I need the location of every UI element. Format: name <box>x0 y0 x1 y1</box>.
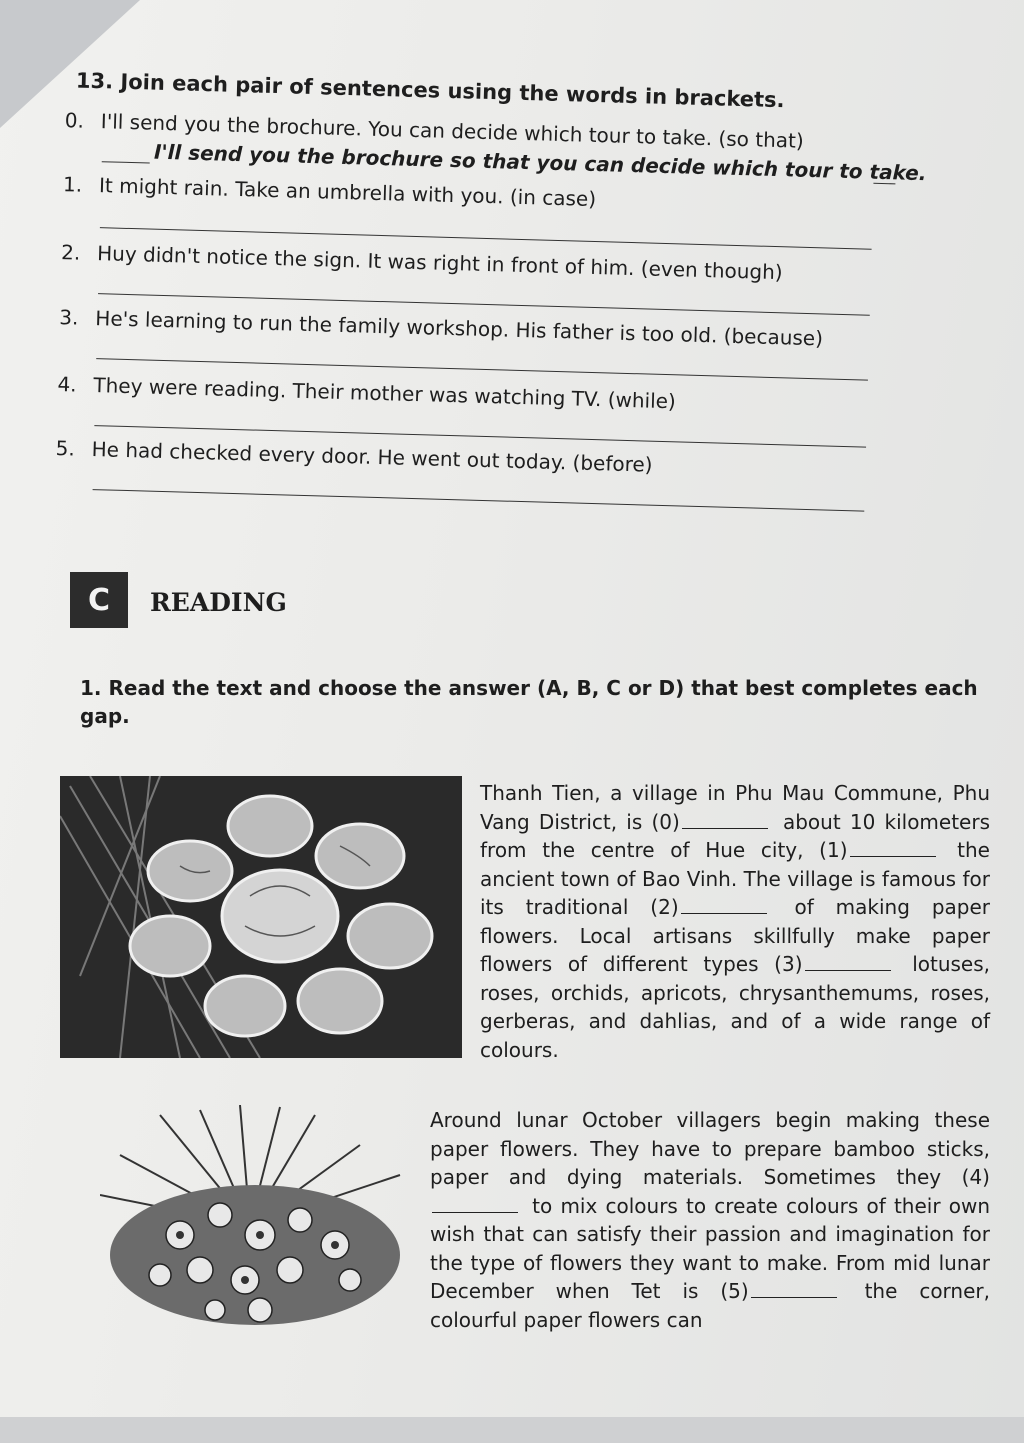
passage-text-5: Around lunar October villagers begin making these paper flowers. They have to prepare bamboo sticks, paper and dying materials. Sometimes they (4) <box>430 1108 990 1189</box>
question-5 <box>55 436 653 477</box>
question-1-number: 1. <box>62 172 83 197</box>
gap-1[interactable] <box>850 855 936 857</box>
section-letter-badge: C <box>70 572 128 628</box>
example-answer-lead-line <box>102 161 150 163</box>
passage-text-3: of making paper flowers. Local artisans skillfully make paper flowers of different types (3) <box>480 895 990 976</box>
question-1-text: It might rain. Take an umbrella with you. (in case) <box>98 173 597 212</box>
question-4-number: 4. <box>57 372 77 397</box>
example-answer-tail-line <box>873 183 895 185</box>
gap-3[interactable] <box>805 969 891 971</box>
example-answer: I'll send you the brochure so that you can decide which tour to take. <box>153 139 927 186</box>
reading-instruction: 1. Read the text and choose the answer (A, B, C or D) that best completes each gap. <box>80 676 978 728</box>
question-4 <box>57 372 676 413</box>
gap-5[interactable] <box>751 1296 837 1298</box>
question-3-number: 3. <box>59 305 79 330</box>
example-number: 0. <box>64 108 85 133</box>
gap-0[interactable] <box>682 827 768 829</box>
question-2-text: Huy didn't notice the sign. It was right in front of him. (even though) <box>96 241 784 285</box>
flower-bouquet-image <box>100 1105 410 1337</box>
question-2-number: 2. <box>60 240 81 265</box>
question-5-text: He had checked every door. He went out today. (before) <box>91 437 653 477</box>
exercise-title: 13. Join each pair of sentences using the words in brackets. <box>75 68 785 113</box>
passage-text-1: about 10 kilometers from the centre of Hue city, (1) <box>480 809 991 862</box>
answer-line-5[interactable] <box>93 489 865 512</box>
question-3-text: He's learning to run the family workshop. His father is too old. (because) <box>95 306 824 351</box>
passage-text-4: lotuses, roses, orchids, apricots, chrysanthemums, roses, gerberas, and dahlias, and of a wide range of colours. <box>480 952 991 1062</box>
question-3 <box>59 305 823 350</box>
section-title: READING <box>150 588 287 617</box>
passage-text-6: to mix colours to create colours of their own wish that can satisfy their passion and imagination for the type of flowers they want to make. From mid lunar December when Tet is (5) <box>430 1193 990 1303</box>
lotus-paper-flower-image <box>60 776 462 1058</box>
question-1 <box>63 172 597 211</box>
example-text: I'll send you the brochure. You can decide which tour to take. (so that) <box>100 109 805 153</box>
passage-paragraph-1 <box>480 779 990 1064</box>
gap-2[interactable] <box>681 912 767 914</box>
question-4-text: They were reading. Their mother was watching TV. (while) <box>93 373 677 414</box>
gap-4[interactable] <box>432 1211 518 1213</box>
question-5-number: 5. <box>55 436 76 461</box>
question-2 <box>61 240 783 284</box>
passage-text-7: the corner, colourful paper flowers can <box>430 1279 990 1332</box>
passage-text-0: Thanh Tien, a village in Phu Mau Commune, Phu Vang District, is (0) <box>480 781 990 834</box>
passage-text-2: the ancient town of Bao Vinh. The village is famous for its traditional (2) <box>480 838 990 919</box>
passage-paragraph-2 <box>430 1106 990 1334</box>
